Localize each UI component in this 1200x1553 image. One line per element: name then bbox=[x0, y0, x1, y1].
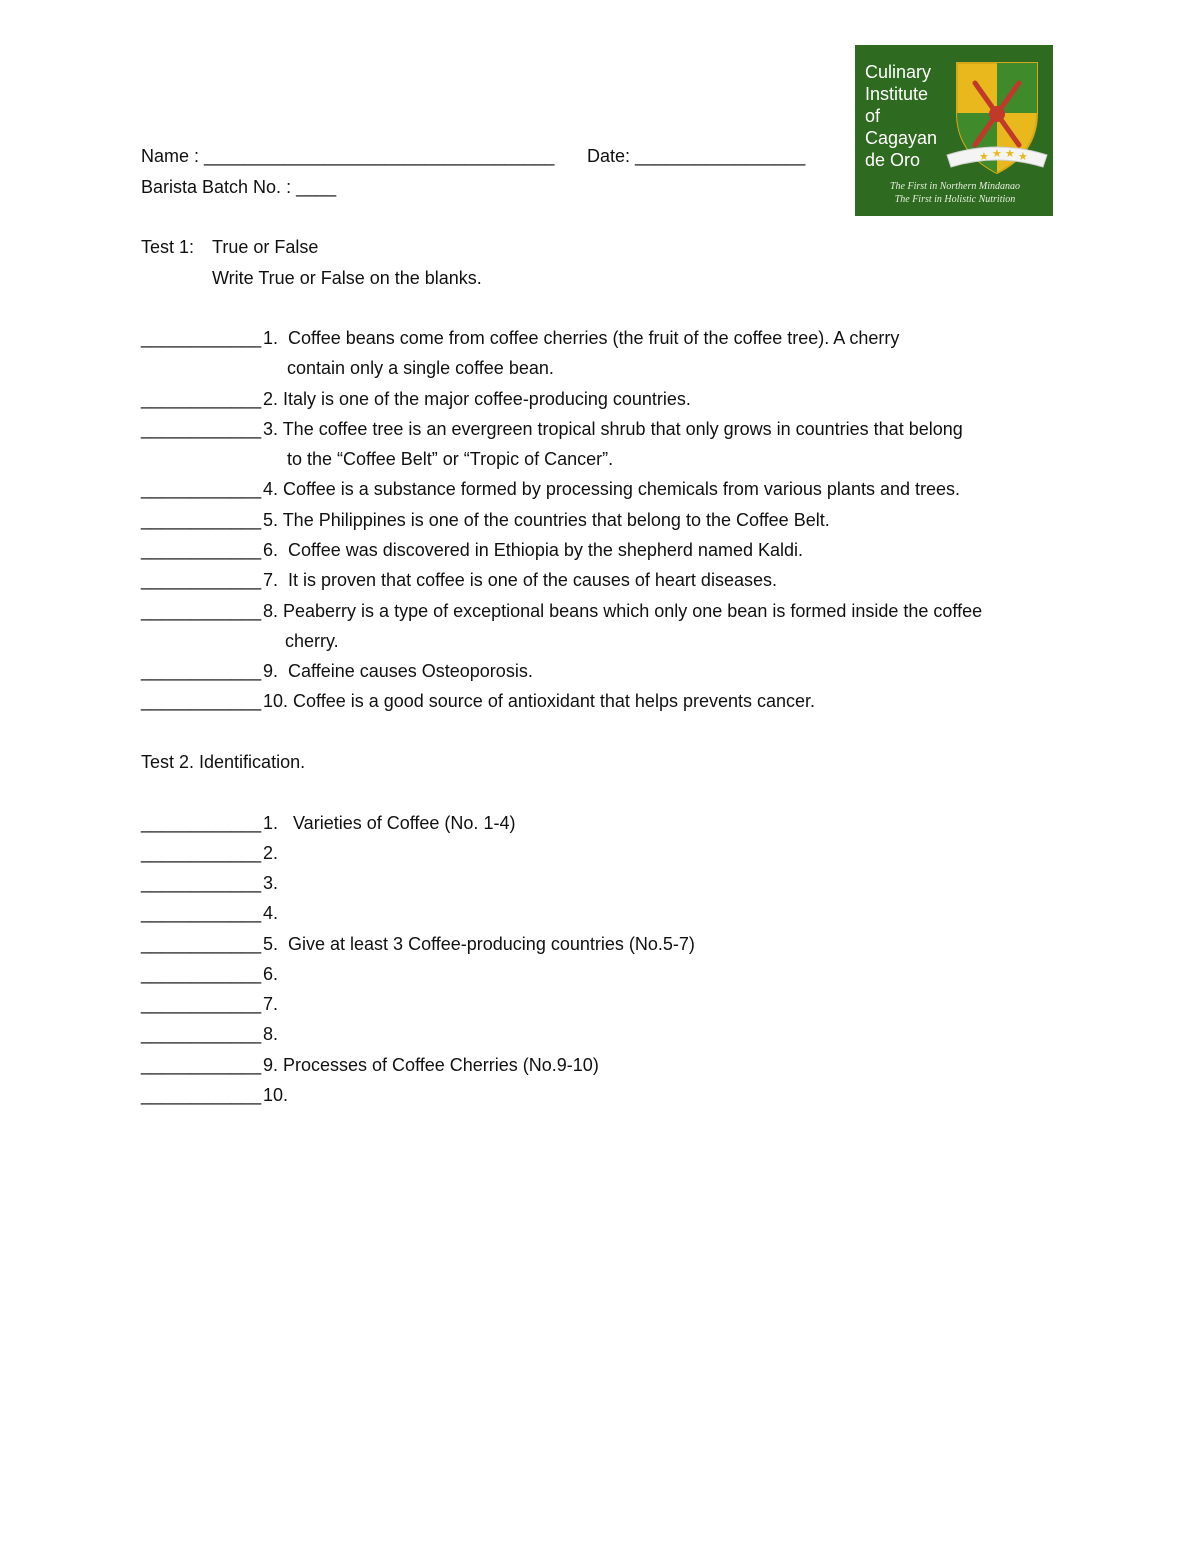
question-text: 4. Coffee is a substance formed by processing chemicals from various plants and trees. bbox=[263, 479, 961, 499]
answer-blank: ____________ bbox=[141, 389, 262, 409]
logo-text: Culinary Institute of Cagayan de Oro bbox=[865, 62, 938, 170]
answer-blank: ____________ bbox=[141, 964, 262, 984]
answer-blank: ____________ bbox=[141, 843, 262, 863]
answer-blank: ____________ bbox=[141, 419, 262, 439]
question-text: 7. It is proven that coffee is one of the causes of heart diseases. bbox=[263, 570, 777, 590]
question-text: 9. Caffeine causes Osteoporosis. bbox=[263, 661, 533, 681]
answer-blank: ____________ bbox=[141, 1055, 262, 1075]
answer-blank: ____________ bbox=[141, 994, 262, 1014]
question-text: 2. Italy is one of the major coffee-producing countries. bbox=[263, 389, 691, 409]
answer-blank: ____________ bbox=[141, 813, 262, 833]
svg-text:★: ★ bbox=[992, 147, 1002, 160]
svg-text:★: ★ bbox=[1005, 147, 1015, 160]
question-text: 4. bbox=[263, 903, 279, 923]
question-text: 5. Give at least 3 Coffee-producing countries (No.5-7) bbox=[263, 934, 695, 954]
shield-emblem-icon bbox=[945, 55, 1049, 179]
answer-blank: ____________ bbox=[141, 661, 262, 681]
question-text: 8. bbox=[263, 1024, 279, 1044]
answer-blank: ____________ bbox=[141, 934, 262, 954]
logo-tagline-1: The First in Northern Mindanao bbox=[889, 181, 1020, 192]
question-text: 8. Peaberry is a type of exceptional beans which only one bean is formed inside the coffee bbox=[263, 601, 983, 621]
answer-blank: ____________ bbox=[141, 570, 262, 590]
svg-text:★: ★ bbox=[1018, 150, 1028, 163]
question-text: 3. bbox=[263, 873, 279, 893]
question-text: 9. Processes of Coffee Cherries (No.9-10) bbox=[263, 1055, 599, 1075]
question-text: 6. bbox=[263, 964, 279, 984]
institute-logo bbox=[855, 45, 1053, 216]
question-text-continuation: contain only a single coffee bean. bbox=[287, 358, 554, 378]
svg-text:★: ★ bbox=[979, 150, 989, 163]
question-text: 3. The coffee tree is an evergreen tropical shrub that only grows in countries that belong bbox=[263, 419, 963, 439]
answer-blank: ____________ bbox=[141, 540, 262, 560]
answer-blank: ____________ bbox=[141, 873, 262, 893]
question-text: 1. Coffee beans come from coffee cherries (the fruit of the coffee tree). A cherry bbox=[263, 328, 900, 348]
test1-heading-title: True or False bbox=[212, 237, 319, 257]
question-text: 5. The Philippines is one of the countries that belong to the Coffee Belt. bbox=[263, 510, 830, 530]
question-text: 2. bbox=[263, 843, 279, 863]
logo-tagline-2: The First in Holistic Nutrition bbox=[894, 194, 1016, 205]
test2-heading: Test 2. Identification. bbox=[141, 752, 306, 772]
question-text: 1. Varieties of Coffee (No. 1-4) bbox=[263, 813, 516, 833]
question-text: 10. bbox=[263, 1085, 289, 1105]
answer-blank: ____________ bbox=[141, 1085, 262, 1105]
batch-field-label: Barista Batch No. : ____ bbox=[141, 177, 337, 197]
question-text-continuation: to the “Coffee Belt” or “Tropic of Cancer”. bbox=[287, 449, 614, 469]
question-text: 10. Coffee is a good source of antioxidant that helps prevents cancer. bbox=[263, 691, 816, 711]
answer-blank: ____________ bbox=[141, 328, 262, 348]
question-text: 7. bbox=[263, 994, 279, 1014]
test1-instruction: Write True or False on the blanks. bbox=[212, 268, 482, 288]
answer-blank: ____________ bbox=[141, 479, 262, 499]
answer-blank: ____________ bbox=[141, 691, 262, 711]
answer-blank: ____________ bbox=[141, 903, 262, 923]
answer-blank: ____________ bbox=[141, 510, 262, 530]
name-field-label: Name : ___________________________________ bbox=[141, 146, 555, 166]
answer-blank: ____________ bbox=[141, 1024, 262, 1044]
question-text: 6. Coffee was discovered in Ethiopia by the shepherd named Kaldi. bbox=[263, 540, 803, 560]
test1-heading-number: Test 1: bbox=[141, 237, 195, 257]
answer-blank: ____________ bbox=[141, 601, 262, 621]
question-text-continuation: cherry. bbox=[285, 631, 339, 651]
date-field-label: Date: _________________ bbox=[587, 146, 806, 166]
